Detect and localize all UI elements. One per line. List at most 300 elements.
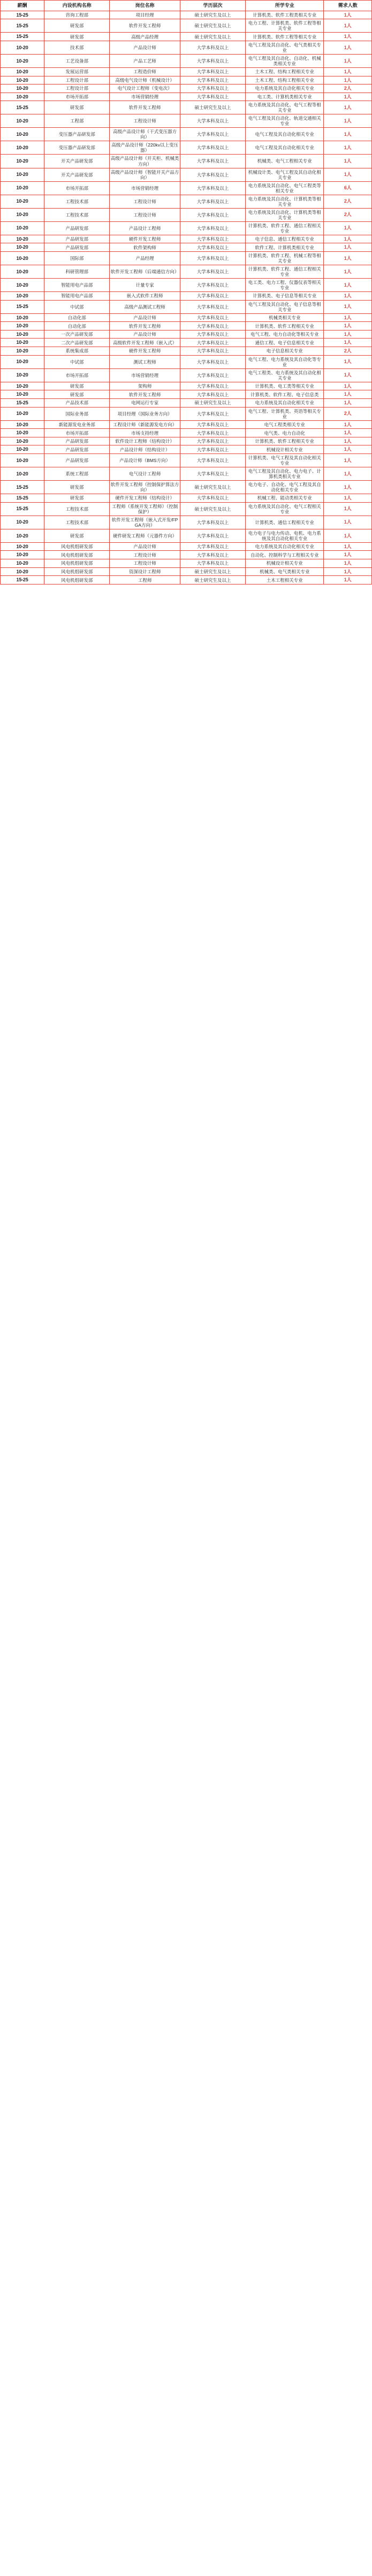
cell-major: 电气工程、电力自动化等相关专业 (246, 330, 324, 339)
cell-position: 工程设计师（新能源发电方向） (110, 420, 180, 429)
column-header-department: 内设机构名称 (44, 1, 110, 11)
table-row (1, 330, 372, 339)
table-row (1, 368, 372, 382)
cell-position: 测试工程师 (110, 355, 180, 368)
cell-headcount: 1人 (324, 330, 372, 339)
cell-headcount: 1人 (324, 19, 372, 33)
cell-headcount: 1人 (324, 516, 372, 529)
table-row (1, 221, 372, 235)
cell-position: 架构师 (110, 382, 180, 390)
cell-position: 高级产品经理 (110, 33, 180, 41)
cell-major: 电力系统及其自动化、电气工程类等相关专业 (246, 181, 324, 195)
cell-education: 大学本科及以上 (180, 155, 245, 168)
cell-salary: 10-20 (1, 382, 44, 390)
cell-education: 大学本科及以上 (180, 467, 245, 481)
cell-department: 研发部 (44, 33, 110, 41)
cell-headcount: 1人 (324, 576, 372, 585)
cell-department: 自动化部 (44, 322, 110, 330)
cell-department: 研发部 (44, 481, 110, 494)
cell-headcount: 1人 (324, 221, 372, 235)
cell-education: 大学本科及以上 (180, 429, 245, 437)
table-body (1, 11, 372, 584)
cell-education: 大学本科及以上 (180, 128, 245, 141)
cell-position: 高级产品测试工程师 (110, 300, 180, 313)
cell-position: 软件开发工程师 (110, 390, 180, 399)
cell-department: 智能用电产品部 (44, 291, 110, 300)
cell-salary: 10-20 (1, 551, 44, 559)
cell-salary: 10-20 (1, 168, 44, 181)
cell-salary: 10-20 (1, 313, 44, 322)
cell-salary: 10-20 (1, 54, 44, 67)
table-row (1, 313, 372, 322)
cell-headcount: 1人 (324, 76, 372, 84)
cell-education: 大学本科及以上 (180, 437, 245, 445)
cell-education: 大学本科及以上 (180, 551, 245, 559)
cell-major: 计算机类、软件工程、电子信息类 (246, 390, 324, 399)
table-row (1, 41, 372, 54)
cell-headcount: 1人 (324, 390, 372, 399)
cell-salary: 10-20 (1, 93, 44, 101)
cell-education: 大学本科及以上 (180, 339, 245, 347)
cell-education: 大学本科及以上 (180, 559, 245, 568)
cell-major: 电工类、计算机类相关专业 (246, 93, 324, 101)
cell-education: 大学本科及以上 (180, 347, 245, 356)
cell-position: 硬件开发工程师 (110, 347, 180, 356)
cell-headcount: 1人 (324, 128, 372, 141)
cell-headcount: 2人 (324, 407, 372, 420)
table-row (1, 429, 372, 437)
cell-position: 产品设计师 (110, 330, 180, 339)
cell-salary: 10-20 (1, 291, 44, 300)
cell-department: 系统工程部 (44, 467, 110, 481)
cell-education: 大学本科及以上 (180, 235, 245, 243)
table-header-row (1, 1, 372, 11)
cell-salary: 15-25 (1, 576, 44, 585)
cell-major: 机械工程、能动类相关专业 (246, 494, 324, 503)
table-row (1, 339, 372, 347)
cell-salary: 10-20 (1, 368, 44, 382)
cell-headcount: 6人 (324, 181, 372, 195)
cell-headcount: 1人 (324, 101, 372, 114)
cell-position: 市场支持经理 (110, 429, 180, 437)
cell-salary: 10-20 (1, 251, 44, 265)
cell-education: 大学本科及以上 (180, 93, 245, 101)
cell-headcount: 1人 (324, 481, 372, 494)
cell-major: 电力电子与电力传动、电机、电力系统及其自动化相关专业 (246, 529, 324, 542)
cell-education: 大学本科及以上 (180, 300, 245, 313)
cell-education: 大学本科及以上 (180, 221, 245, 235)
cell-major: 电气工程类相关专业 (246, 420, 324, 429)
table-row (1, 382, 372, 390)
cell-department: 研发部 (44, 101, 110, 114)
cell-salary: 10-20 (1, 330, 44, 339)
cell-salary: 10-20 (1, 529, 44, 542)
cell-major: 电气工程类、电力系统及其自动化相关专业 (246, 368, 324, 382)
cell-salary: 10-20 (1, 208, 44, 221)
cell-major: 电气工程及其自动化相关专业 (246, 128, 324, 141)
cell-headcount: 1人 (324, 291, 372, 300)
cell-salary: 15-25 (1, 300, 44, 313)
table-row (1, 114, 372, 128)
cell-department: 二次产品研发部 (44, 339, 110, 347)
cell-headcount: 1人 (324, 339, 372, 347)
cell-position: 项目经理 (110, 11, 180, 19)
cell-education: 大学本科及以上 (180, 313, 245, 322)
table-row (1, 168, 372, 181)
table-row (1, 76, 372, 84)
cell-position: 工程设计师 (110, 559, 180, 568)
cell-position: 工程师（系统开发工程师）（控制保护） (110, 502, 180, 516)
cell-headcount: 1人 (324, 382, 372, 390)
cell-major: 电气工程、电力系统及其自动化等专业 (246, 355, 324, 368)
table-row (1, 347, 372, 356)
cell-department: 研发部 (44, 382, 110, 390)
cell-headcount: 1人 (324, 11, 372, 19)
table-row (1, 567, 372, 576)
column-header-education: 学历层次 (180, 1, 245, 11)
cell-salary: 10-20 (1, 420, 44, 429)
cell-education: 大学本科及以上 (180, 445, 245, 454)
cell-headcount: 1人 (324, 243, 372, 252)
cell-department: 产品研发部 (44, 445, 110, 454)
cell-salary: 15-25 (1, 502, 44, 516)
table-row (1, 155, 372, 168)
cell-position: 工程设计师 (110, 551, 180, 559)
cell-education: 大学本科及以上 (180, 516, 245, 529)
cell-major: 电力系统及其自动化、计算机类等相关专业 (246, 195, 324, 208)
cell-headcount: 1人 (324, 420, 372, 429)
cell-salary: 10-20 (1, 181, 44, 195)
cell-department: 科研管理部 (44, 265, 110, 278)
cell-department: 咨询工程部 (44, 11, 110, 19)
cell-position: 硬件开发工程师（结构设计） (110, 494, 180, 503)
table-row (1, 278, 372, 291)
cell-department: 风电机组研发部 (44, 567, 110, 576)
cell-major: 电力电子、自动化、电气工程及其自动化相关专业 (246, 481, 324, 494)
cell-position: 市场营销经理 (110, 93, 180, 101)
cell-major: 电力系统及其自动化、电气工程相关专业 (246, 502, 324, 516)
table-row (1, 481, 372, 494)
table-row (1, 67, 372, 76)
cell-salary: 10-20 (1, 437, 44, 445)
cell-department: 工程部 (44, 114, 110, 128)
cell-department: 变压器产品研发部 (44, 141, 110, 155)
table-row (1, 551, 372, 559)
cell-headcount: 1人 (324, 542, 372, 551)
cell-major: 自动化、控制科学与工程相关专业 (246, 551, 324, 559)
cell-headcount: 1人 (324, 114, 372, 128)
cell-department: 发展运营部 (44, 67, 110, 76)
table-row (1, 300, 372, 313)
cell-department: 中试部 (44, 355, 110, 368)
cell-position: 产品设计师 (110, 542, 180, 551)
cell-headcount: 1人 (324, 559, 372, 568)
cell-headcount: 1人 (324, 235, 372, 243)
table-row (1, 390, 372, 399)
cell-major: 电工类、电力工程、仪器仪表等相关专业 (246, 278, 324, 291)
table-row (1, 208, 372, 221)
cell-major: 土木工程相关专业 (246, 576, 324, 585)
cell-position: 高级产品设计师（开关柜、机械类方向） (110, 155, 180, 168)
table-row (1, 420, 372, 429)
cell-education: 大学本科及以上 (180, 494, 245, 503)
table-row (1, 542, 372, 551)
cell-major: 电气工程及其自动化、轨道交通相关专业 (246, 114, 324, 128)
cell-salary: 10-20 (1, 355, 44, 368)
cell-position: 软件架构师 (110, 243, 180, 252)
cell-education: 硕士研究生及以上 (180, 101, 245, 114)
table-row (1, 494, 372, 503)
cell-department: 工程技术部 (44, 502, 110, 516)
column-header-salary: 薪酬 (1, 1, 44, 11)
cell-salary: 10-20 (1, 347, 44, 356)
cell-salary: 10-20 (1, 235, 44, 243)
cell-position: 软件开发工程师（控制保护算法方向） (110, 481, 180, 494)
cell-headcount: 1人 (324, 502, 372, 516)
cell-major: 电力系统及其自动化、电气工程等相关专业 (246, 101, 324, 114)
cell-salary: 10-20 (1, 84, 44, 93)
cell-headcount: 1人 (324, 265, 372, 278)
cell-education: 大学本科及以上 (180, 195, 245, 208)
cell-headcount: 2人 (324, 195, 372, 208)
cell-position: 软件开发工程师（后端通信方向） (110, 265, 180, 278)
cell-position: 软件开发工程师（嵌入式开发/FPGA方向） (110, 516, 180, 529)
cell-department: 产品研发部 (44, 243, 110, 252)
table-row (1, 93, 372, 101)
cell-department: 产品技术部 (44, 398, 110, 407)
table-row (1, 291, 372, 300)
table-row (1, 243, 372, 252)
cell-salary: 10-20 (1, 195, 44, 208)
cell-major: 机械设计类、电气工程及其自动化相关专业 (246, 168, 324, 181)
cell-position: 产品设计师 (110, 313, 180, 322)
table-row (1, 33, 372, 41)
cell-headcount: 1人 (324, 141, 372, 155)
cell-department: 工程设计部 (44, 84, 110, 93)
cell-department: 风电机组研发部 (44, 542, 110, 551)
cell-position: 高级产品设计师（智能开关产品方向） (110, 168, 180, 181)
cell-department: 研发部 (44, 390, 110, 399)
cell-salary: 10-20 (1, 339, 44, 347)
cell-education: 大学本科及以上 (180, 265, 245, 278)
cell-position: 产品工艺师 (110, 54, 180, 67)
cell-headcount: 2人 (324, 84, 372, 93)
cell-education: 大学本科及以上 (180, 454, 245, 467)
cell-position: 高级产品设计师（220kv以上变压器） (110, 141, 180, 155)
cell-position: 市场营销经理 (110, 181, 180, 195)
cell-salary: 10-20 (1, 76, 44, 84)
cell-education: 大学本科及以上 (180, 54, 245, 67)
cell-salary: 10-20 (1, 542, 44, 551)
cell-education: 硕士研究生及以上 (180, 19, 245, 33)
cell-position: 项目经理（国际业务方向） (110, 407, 180, 420)
cell-department: 研发部 (44, 19, 110, 33)
cell-salary: 10-20 (1, 390, 44, 399)
cell-salary: 10-20 (1, 221, 44, 235)
cell-headcount: 1人 (324, 437, 372, 445)
cell-salary: 10-20 (1, 516, 44, 529)
column-header-position: 岗位名称 (110, 1, 180, 11)
cell-department: 技术部 (44, 41, 110, 54)
cell-major: 机械类、电气类相关专业 (246, 567, 324, 576)
cell-salary: 10-20 (1, 141, 44, 155)
table-row (1, 559, 372, 568)
cell-education: 大学本科及以上 (180, 420, 245, 429)
cell-position: 高级软件开发工程师（嵌入式） (110, 339, 180, 347)
cell-department: 工程技术部 (44, 195, 110, 208)
cell-department: 市场开拓部 (44, 429, 110, 437)
cell-major: 电气工程及其自动化、电气类相关专业 (246, 41, 324, 54)
cell-salary: 15-25 (1, 494, 44, 503)
cell-education: 大学本科及以上 (180, 529, 245, 542)
cell-salary: 10-20 (1, 67, 44, 76)
cell-headcount: 1人 (324, 168, 372, 181)
cell-headcount: 1人 (324, 529, 372, 542)
cell-education: 大学本科及以上 (180, 168, 245, 181)
cell-major: 土木工程、结构工程相关专业 (246, 76, 324, 84)
cell-position: 软件开发工程师 (110, 19, 180, 33)
cell-major: 电气工程及其自动化、自动化、机械类相关专业 (246, 54, 324, 67)
table-row (1, 355, 372, 368)
cell-education: 大学本科及以上 (180, 181, 245, 195)
cell-headcount: 1人 (324, 454, 372, 467)
cell-salary: 15-25 (1, 398, 44, 407)
table-row (1, 195, 372, 208)
cell-salary: 10-20 (1, 407, 44, 420)
cell-major: 电气类、电力自动化 (246, 429, 324, 437)
cell-major: 机械类相关专业 (246, 313, 324, 322)
cell-major: 机械设计相关专业 (246, 559, 324, 568)
cell-salary: 10-20 (1, 467, 44, 481)
cell-education: 大学本科及以上 (180, 208, 245, 221)
cell-education: 大学本科及以上 (180, 407, 245, 420)
cell-position: 工程设计师 (110, 208, 180, 221)
cell-education: 大学本科及以上 (180, 41, 245, 54)
cell-major: 电力工程、计算机类、软件工程等相关专业 (246, 19, 324, 33)
cell-salary: 10-20 (1, 128, 44, 141)
cell-education: 大学本科及以上 (180, 67, 245, 76)
cell-major: 电气工程、计算机类、英语等相关专业 (246, 407, 324, 420)
cell-salary: 10-20 (1, 429, 44, 437)
cell-major: 计算机类、电工类等相关专业 (246, 382, 324, 390)
table-row (1, 502, 372, 516)
cell-position: 软件开发工程师 (110, 101, 180, 114)
cell-position: 产品设计师（结构设计） (110, 445, 180, 454)
table-row (1, 467, 372, 481)
cell-department: 国际部 (44, 251, 110, 265)
table-row (1, 529, 372, 542)
cell-salary: 15-25 (1, 481, 44, 494)
cell-department: 国际业务部 (44, 407, 110, 420)
table-row (1, 265, 372, 278)
cell-salary: 10-20 (1, 322, 44, 330)
cell-position: 市场营销经理 (110, 368, 180, 382)
cell-department: 系统集成部 (44, 347, 110, 356)
cell-major: 计算机类、通信工程相关专业 (246, 516, 324, 529)
recruitment-table-sheet (0, 0, 372, 585)
cell-major: 计算机类、软件工程相关专业 (246, 322, 324, 330)
cell-position: 产品设计师 (110, 41, 180, 54)
cell-headcount: 1人 (324, 67, 372, 76)
cell-major: 电气工程及其自动化、电力电子、计算机类相关专业 (246, 467, 324, 481)
cell-headcount: 1人 (324, 41, 372, 54)
cell-major: 通信工程、电子信息相关专业 (246, 339, 324, 347)
cell-department: 风电机组研发部 (44, 559, 110, 568)
cell-department: 研发部 (44, 494, 110, 503)
cell-department: 产品研发部 (44, 437, 110, 445)
cell-position: 电网运行专家 (110, 398, 180, 407)
cell-salary: 15-25 (1, 11, 44, 19)
table-row (1, 11, 372, 19)
cell-education: 大学本科及以上 (180, 382, 245, 390)
table-row (1, 101, 372, 114)
cell-education: 硕士研究生及以上 (180, 567, 245, 576)
cell-position: 软件设计工程师（结构设计） (110, 437, 180, 445)
cell-major: 计算机类、电子信息等相关专业 (246, 291, 324, 300)
cell-headcount: 1人 (324, 567, 372, 576)
cell-headcount: 1人 (324, 155, 372, 168)
cell-position: 硬件开发工程师 (110, 235, 180, 243)
cell-salary: 15-25 (1, 33, 44, 41)
cell-salary: 10-20 (1, 243, 44, 252)
cell-headcount: 1人 (324, 251, 372, 265)
cell-department: 风电机组研发部 (44, 551, 110, 559)
cell-education: 大学本科及以上 (180, 542, 245, 551)
cell-department: 智能用电产品部 (44, 278, 110, 291)
cell-major: 电子信息相关专业 (246, 347, 324, 356)
cell-headcount: 1人 (324, 278, 372, 291)
cell-headcount: 1人 (324, 313, 372, 322)
table-row (1, 251, 372, 265)
table-row (1, 576, 372, 585)
cell-department: 工程设计部 (44, 76, 110, 84)
cell-education: 大学本科及以上 (180, 322, 245, 330)
cell-department: 市场开拓部 (44, 368, 110, 382)
cell-salary: 10-20 (1, 445, 44, 454)
cell-position: 资深设计工程师 (110, 567, 180, 576)
cell-education: 大学本科及以上 (180, 355, 245, 368)
table-row (1, 19, 372, 33)
cell-position: 高级产品设计师（干式变压器方向） (110, 128, 180, 141)
cell-major: 电力系统及其自动化相关专业 (246, 84, 324, 93)
cell-position: 计量专家 (110, 278, 180, 291)
cell-salary: 10-20 (1, 567, 44, 576)
cell-department: 工程技术部 (44, 516, 110, 529)
cell-headcount: 1人 (324, 300, 372, 313)
cell-major: 电气工程及其自动化相关专业 (246, 141, 324, 155)
column-header-major: 所学专业 (246, 1, 324, 11)
cell-headcount: 1人 (324, 322, 372, 330)
cell-major: 软件工程、计算机类相关专业 (246, 243, 324, 252)
cell-headcount: 1人 (324, 33, 372, 41)
cell-position: 嵌入式软件工程师 (110, 291, 180, 300)
cell-position: 产品设计师（BMS方向） (110, 454, 180, 467)
cell-education: 大学本科及以上 (180, 278, 245, 291)
table-row (1, 84, 372, 93)
table-row (1, 322, 372, 330)
cell-salary: 10-20 (1, 114, 44, 128)
cell-department: 市场开拓部 (44, 181, 110, 195)
cell-education: 硕士研究生及以上 (180, 398, 245, 407)
cell-position: 工程设计师 (110, 195, 180, 208)
cell-education: 硕士研究生及以上 (180, 502, 245, 516)
cell-education: 硕士研究生及以上 (180, 481, 245, 494)
cell-headcount: 2人 (324, 347, 372, 356)
cell-department: 产品研发部 (44, 221, 110, 235)
cell-salary: 15-25 (1, 19, 44, 33)
cell-major: 机械设计相关专业 (246, 445, 324, 454)
cell-major: 电力系统及其自动化相关专业 (246, 542, 324, 551)
